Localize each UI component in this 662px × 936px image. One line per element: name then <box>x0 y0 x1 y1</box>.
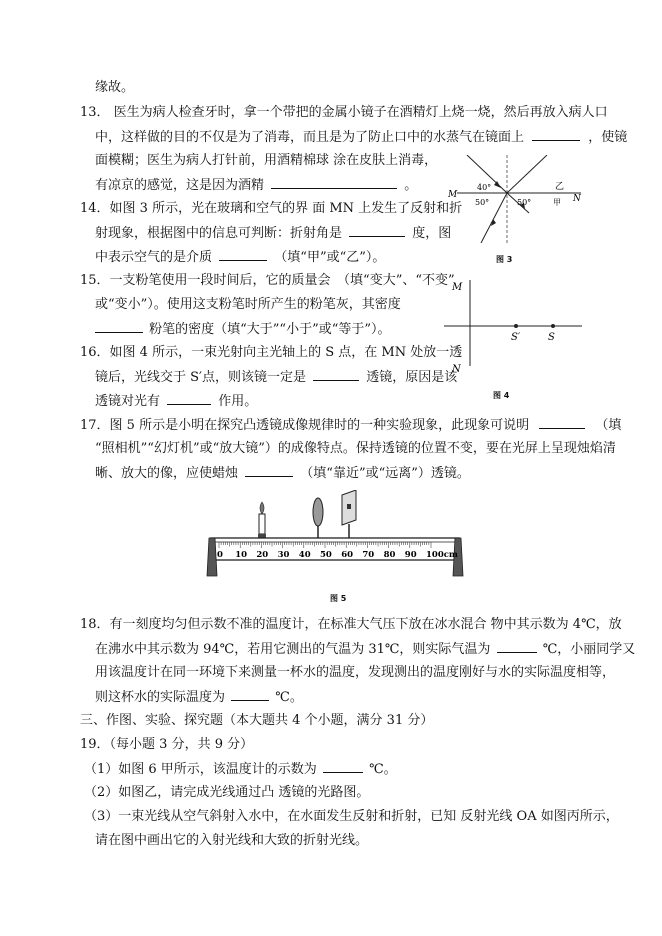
candle-flame <box>260 502 264 514</box>
question-13: 13． 医生为病人检查牙时，拿一个带把的金属小镜子在酒精灯上烧一烧，然后再放入病人口 <box>80 105 608 120</box>
question-15: 15．一支粉笔使用一段时间后，它的质量会 （填“变大”、“不变” <box>80 273 455 288</box>
answer-blank <box>323 760 363 773</box>
text-line: “照相机”“幻灯机”或“放大镜”）的成像特点。保持透镜的位置不变，要在光屏上呈现烛焰清 <box>95 441 616 456</box>
text-fragment: （填“靠近”或“远离”）透镜。 <box>300 466 470 481</box>
figure-3 <box>445 155 585 250</box>
answer-blank <box>271 176 397 189</box>
text-line: 或“变小”）。使用这支粉笔时所产生的粉笔灰，其密度 <box>95 297 401 312</box>
answer-blank <box>167 392 211 405</box>
text-fragment: 。 <box>404 178 418 193</box>
text-fragment: ℃。 <box>275 690 303 705</box>
question-18: 18．有一刻度均匀但示数不准的温度计，在标准大气压下放在冰水混合 物中其示数为 4℃，放 <box>80 617 622 632</box>
figure-4-caption: 图 4 <box>493 391 510 400</box>
label-m: M <box>448 190 458 200</box>
text-line: 缘故。 <box>95 80 135 95</box>
question-17 <box>80 416 621 435</box>
label-n: N <box>452 364 461 375</box>
text-fragment: （填“甲”或“乙”）。 <box>274 250 386 265</box>
text-line <box>95 176 417 195</box>
text-fragment: 透镜对光有 <box>95 394 161 409</box>
answer-blank <box>95 320 143 333</box>
text-fragment: 射现象，根据图中的信息可判断：折射角是 <box>95 226 343 241</box>
ruler-label: 100cm <box>426 550 458 560</box>
label-s-prime: S′ <box>511 332 521 343</box>
text-line: （2）如图乙，请完成光线通过凸 透镜的光路图。 <box>84 785 370 800</box>
text-line <box>95 640 635 659</box>
screen-image <box>347 504 351 509</box>
bench-leg-left <box>207 538 217 576</box>
label-yi: 乙 <box>555 182 565 192</box>
text-fragment: （填 <box>595 418 622 433</box>
text-fragment: 作用。 <box>218 394 258 409</box>
label-n: N <box>573 194 581 204</box>
text-fragment: 镜后，光线交于 S′点，则该镜一定是 <box>95 370 306 385</box>
text-fragment: 度，图 <box>412 226 452 241</box>
figure-5-optical-bench <box>205 490 465 585</box>
point-s-prime <box>514 324 518 328</box>
text-fragment: ，使镜 <box>588 130 628 145</box>
point-s <box>551 324 555 328</box>
text-fragment: 有凉京的感觉，这是因为酒精 <box>95 178 265 193</box>
text-line <box>95 464 470 483</box>
text-line: 面模糊；医生为病人打针前，用酒精棉球 涂在皮肤上消毒， <box>95 153 438 168</box>
ruler-label: 40 <box>298 550 311 560</box>
angle-label: 50° <box>475 198 490 207</box>
ruler-label: 0 <box>217 550 223 560</box>
text-fragment: 中，这样做的目的不仅是为了消毒，而且是为了防止口中的水蒸气在镜面上 <box>95 130 525 145</box>
ruler-label: 90 <box>404 550 417 560</box>
ruler-label: 10 <box>235 550 248 560</box>
text-line <box>95 224 451 243</box>
answer-blank <box>231 688 269 701</box>
text-fragment: 17．图 5 所示是小明在探究凸透镜成像规律时的一种实验现象，此现象可说明 <box>80 418 530 433</box>
ruler-label: 20 <box>256 550 269 560</box>
label-jia: 甲 <box>553 198 561 207</box>
angle-label: 50° <box>517 198 532 207</box>
ruler-label: 80 <box>383 550 396 560</box>
text-fragment: ℃。 <box>369 762 397 777</box>
bench-frame <box>211 538 459 560</box>
ruler-label: 50 <box>320 550 332 560</box>
angle-label: 40° <box>477 183 492 192</box>
section-heading: 三、作图、实验、探究题（本大题共 4 个小题，满分 31 分） <box>80 713 434 728</box>
text-line <box>95 688 303 707</box>
answer-blank <box>219 248 267 261</box>
text-line <box>95 128 627 147</box>
figure-5-caption: 图 5 <box>330 594 347 603</box>
answer-blank <box>349 224 405 237</box>
text-fragment: 中表示空气的是介质 <box>95 250 213 265</box>
ruler-label: 30 <box>277 550 290 560</box>
text-line: 请在图中画出它的入射光线和大致的折射光线。 <box>95 833 369 848</box>
ruler-label: 60 <box>341 550 354 560</box>
text-line: 用该温度计在同一环境下来测量一杯水的温度，发现测出的温度刚好与水的实际温度相等， <box>95 665 616 680</box>
text-fragment: 晰、放大的像，应使蜡烛 <box>95 466 239 481</box>
figure-3-caption: 图 3 <box>496 255 513 264</box>
question-16: 16．如图 4 所示，一束光射向主光轴上的 S 点，在 MN 处放一透 <box>80 345 463 360</box>
text-line <box>95 320 391 339</box>
reflected-ray <box>507 155 547 193</box>
answer-blank <box>497 640 537 653</box>
text-line <box>95 368 457 387</box>
text-fragment: 透镜，原因是该 <box>366 370 458 385</box>
ruler-label: 70 <box>362 550 375 560</box>
convex-lens <box>313 498 323 526</box>
answer-blank <box>245 464 293 477</box>
text-fragment: （1）如图 6 甲所示，该温度计的示数为 <box>84 762 317 777</box>
question-19: 19．（每小题 3 分，共 9 分） <box>80 737 254 752</box>
text-fragment: ℃，小丽同学又 <box>542 642 636 657</box>
text-fragment: 则这杯水的实际温度为 <box>95 690 226 705</box>
text-line <box>95 248 385 267</box>
answer-blank <box>532 128 580 141</box>
text-line <box>84 760 397 779</box>
answer-blank <box>539 416 585 429</box>
text-fragment: 在沸水中其示数为 94℃，若用它测出的气温为 31℃，则实际气温为 <box>95 642 491 657</box>
candle <box>259 514 265 534</box>
question-14: 14．如图 3 所示，光在玻璃和空气的界 面 MN 上发生了反射和折 <box>80 201 463 216</box>
text-fragment: 粉笔的密度（填“大于”“小于”或“等于”）。 <box>149 322 391 337</box>
answer-blank <box>313 368 359 381</box>
text-line <box>95 392 257 411</box>
label-m: M <box>452 282 463 293</box>
text-line: （3）一束光线从空气斜射入水中，在水面发生反射和折射，已知 反射光线 OA 如图丙所示， <box>84 809 619 824</box>
label-s: S <box>548 332 555 343</box>
figure-4 <box>442 276 582 381</box>
